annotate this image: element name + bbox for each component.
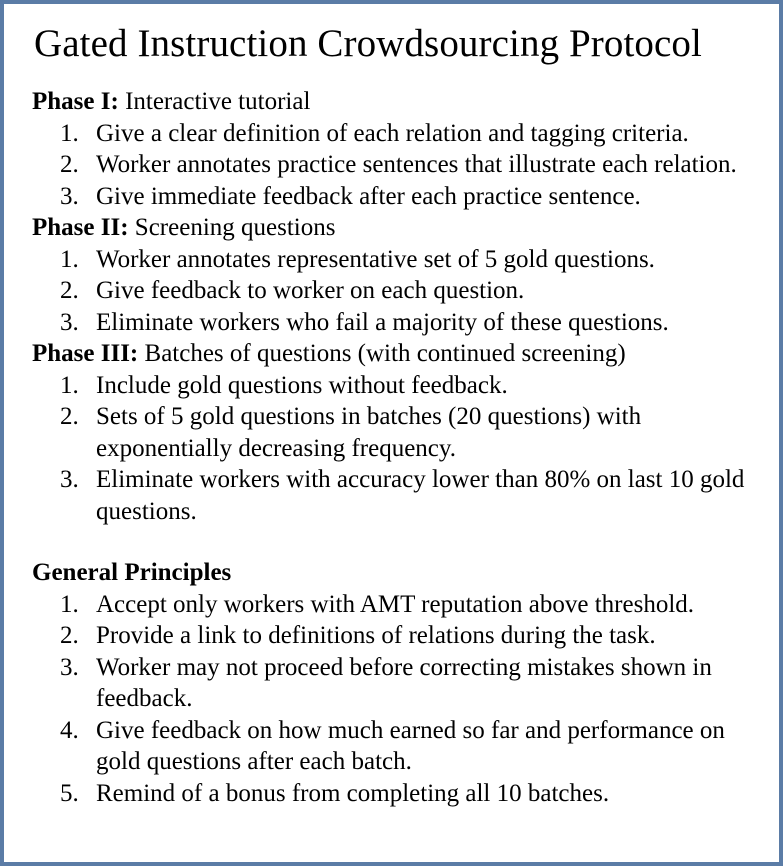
phase-list-3 [30,370,753,528]
general-principles-list [30,589,753,810]
general-principles-block [30,557,753,809]
list-item-text: Sets of 5 gold questions in batches (20 questions) with exponentially decreasing frequency. [96,403,642,462]
list-item [30,307,753,339]
list-item-text: Accept only workers with AMT reputation above threshold. [96,590,695,618]
list-item [30,652,753,715]
list-item [30,464,753,527]
list-item [30,149,753,181]
list-item-text: Worker annotates representative set of 5 gold questions. [96,245,655,273]
list-item-number: 4. [60,716,79,744]
list-item-number: 1. [60,590,79,618]
list-item-number: 1. [60,119,79,147]
section-divider-gap [30,527,753,557]
phase-description-1: Interactive tutorial [118,88,311,115]
list-item-text: Remind of a bonus from completing all 10 batches. [96,779,610,807]
list-item [30,401,753,464]
list-item-text: Provide a link to definitions of relations during the task. [96,622,656,649]
list-item-text: Worker may not proceed before correcting mistakes shown in feedback. [96,653,712,712]
list-item-text: Eliminate workers with accuracy lower than 80% on last 10 gold questions. [96,466,745,525]
phase-label-2: Phase II: [32,214,129,241]
list-item [30,181,753,213]
list-item [30,244,753,276]
list-item-number: 1. [60,371,79,399]
phase-label-3: Phase III: [32,340,139,367]
page-title: Gated Instruction Crowdsourcing Protocol [34,22,702,65]
list-item [30,715,753,778]
phase-block-1 [30,86,753,212]
list-item-number: 5. [60,779,79,807]
list-item-number: 3. [60,466,79,493]
list-item-number: 2. [60,277,79,304]
list-item-number: 1. [60,245,79,273]
general-principles-heading: General Principles [32,559,232,586]
phase-description-2: Screening questions [128,214,336,241]
phase-description-3: Batches of questions (with continued screening) [138,340,626,367]
list-item-text: Worker annotates practice sentences that illustrate each relation. [96,151,737,178]
list-item [30,370,753,402]
phase-label-1: Phase I: [32,88,119,115]
list-item [30,118,753,150]
list-item-number: 2. [60,622,79,649]
list-item-text: Give a clear definition of each relation and tagging criteria. [96,119,689,147]
phase-heading-3 [32,338,753,370]
list-item-text: Include gold questions without feedback. [96,371,508,399]
phase-block-2 [30,212,753,338]
list-item-number: 3. [60,308,79,336]
list-item-number: 3. [60,653,79,681]
list-item-text: Give feedback to worker on each question. [96,277,525,304]
list-item [30,620,753,652]
list-item [30,589,753,621]
phase-heading-2 [32,212,753,244]
list-item-number: 2. [60,151,79,178]
list-item-text: Give feedback on how much earned so far and performance on gold questions after each batch. [96,716,725,775]
list-item-text: Give immediate feedback after each practice sentence. [96,182,641,210]
phase-heading-1 [32,86,753,118]
list-item [30,778,753,810]
phase-list-1 [30,118,753,213]
list-item [30,275,753,307]
list-item-number: 3. [60,182,79,210]
phase-list-2 [30,244,753,339]
list-item-number: 2. [60,403,79,430]
phase-block-3 [30,338,753,527]
list-item-text: Eliminate workers who fail a majority of these questions. [96,308,669,336]
